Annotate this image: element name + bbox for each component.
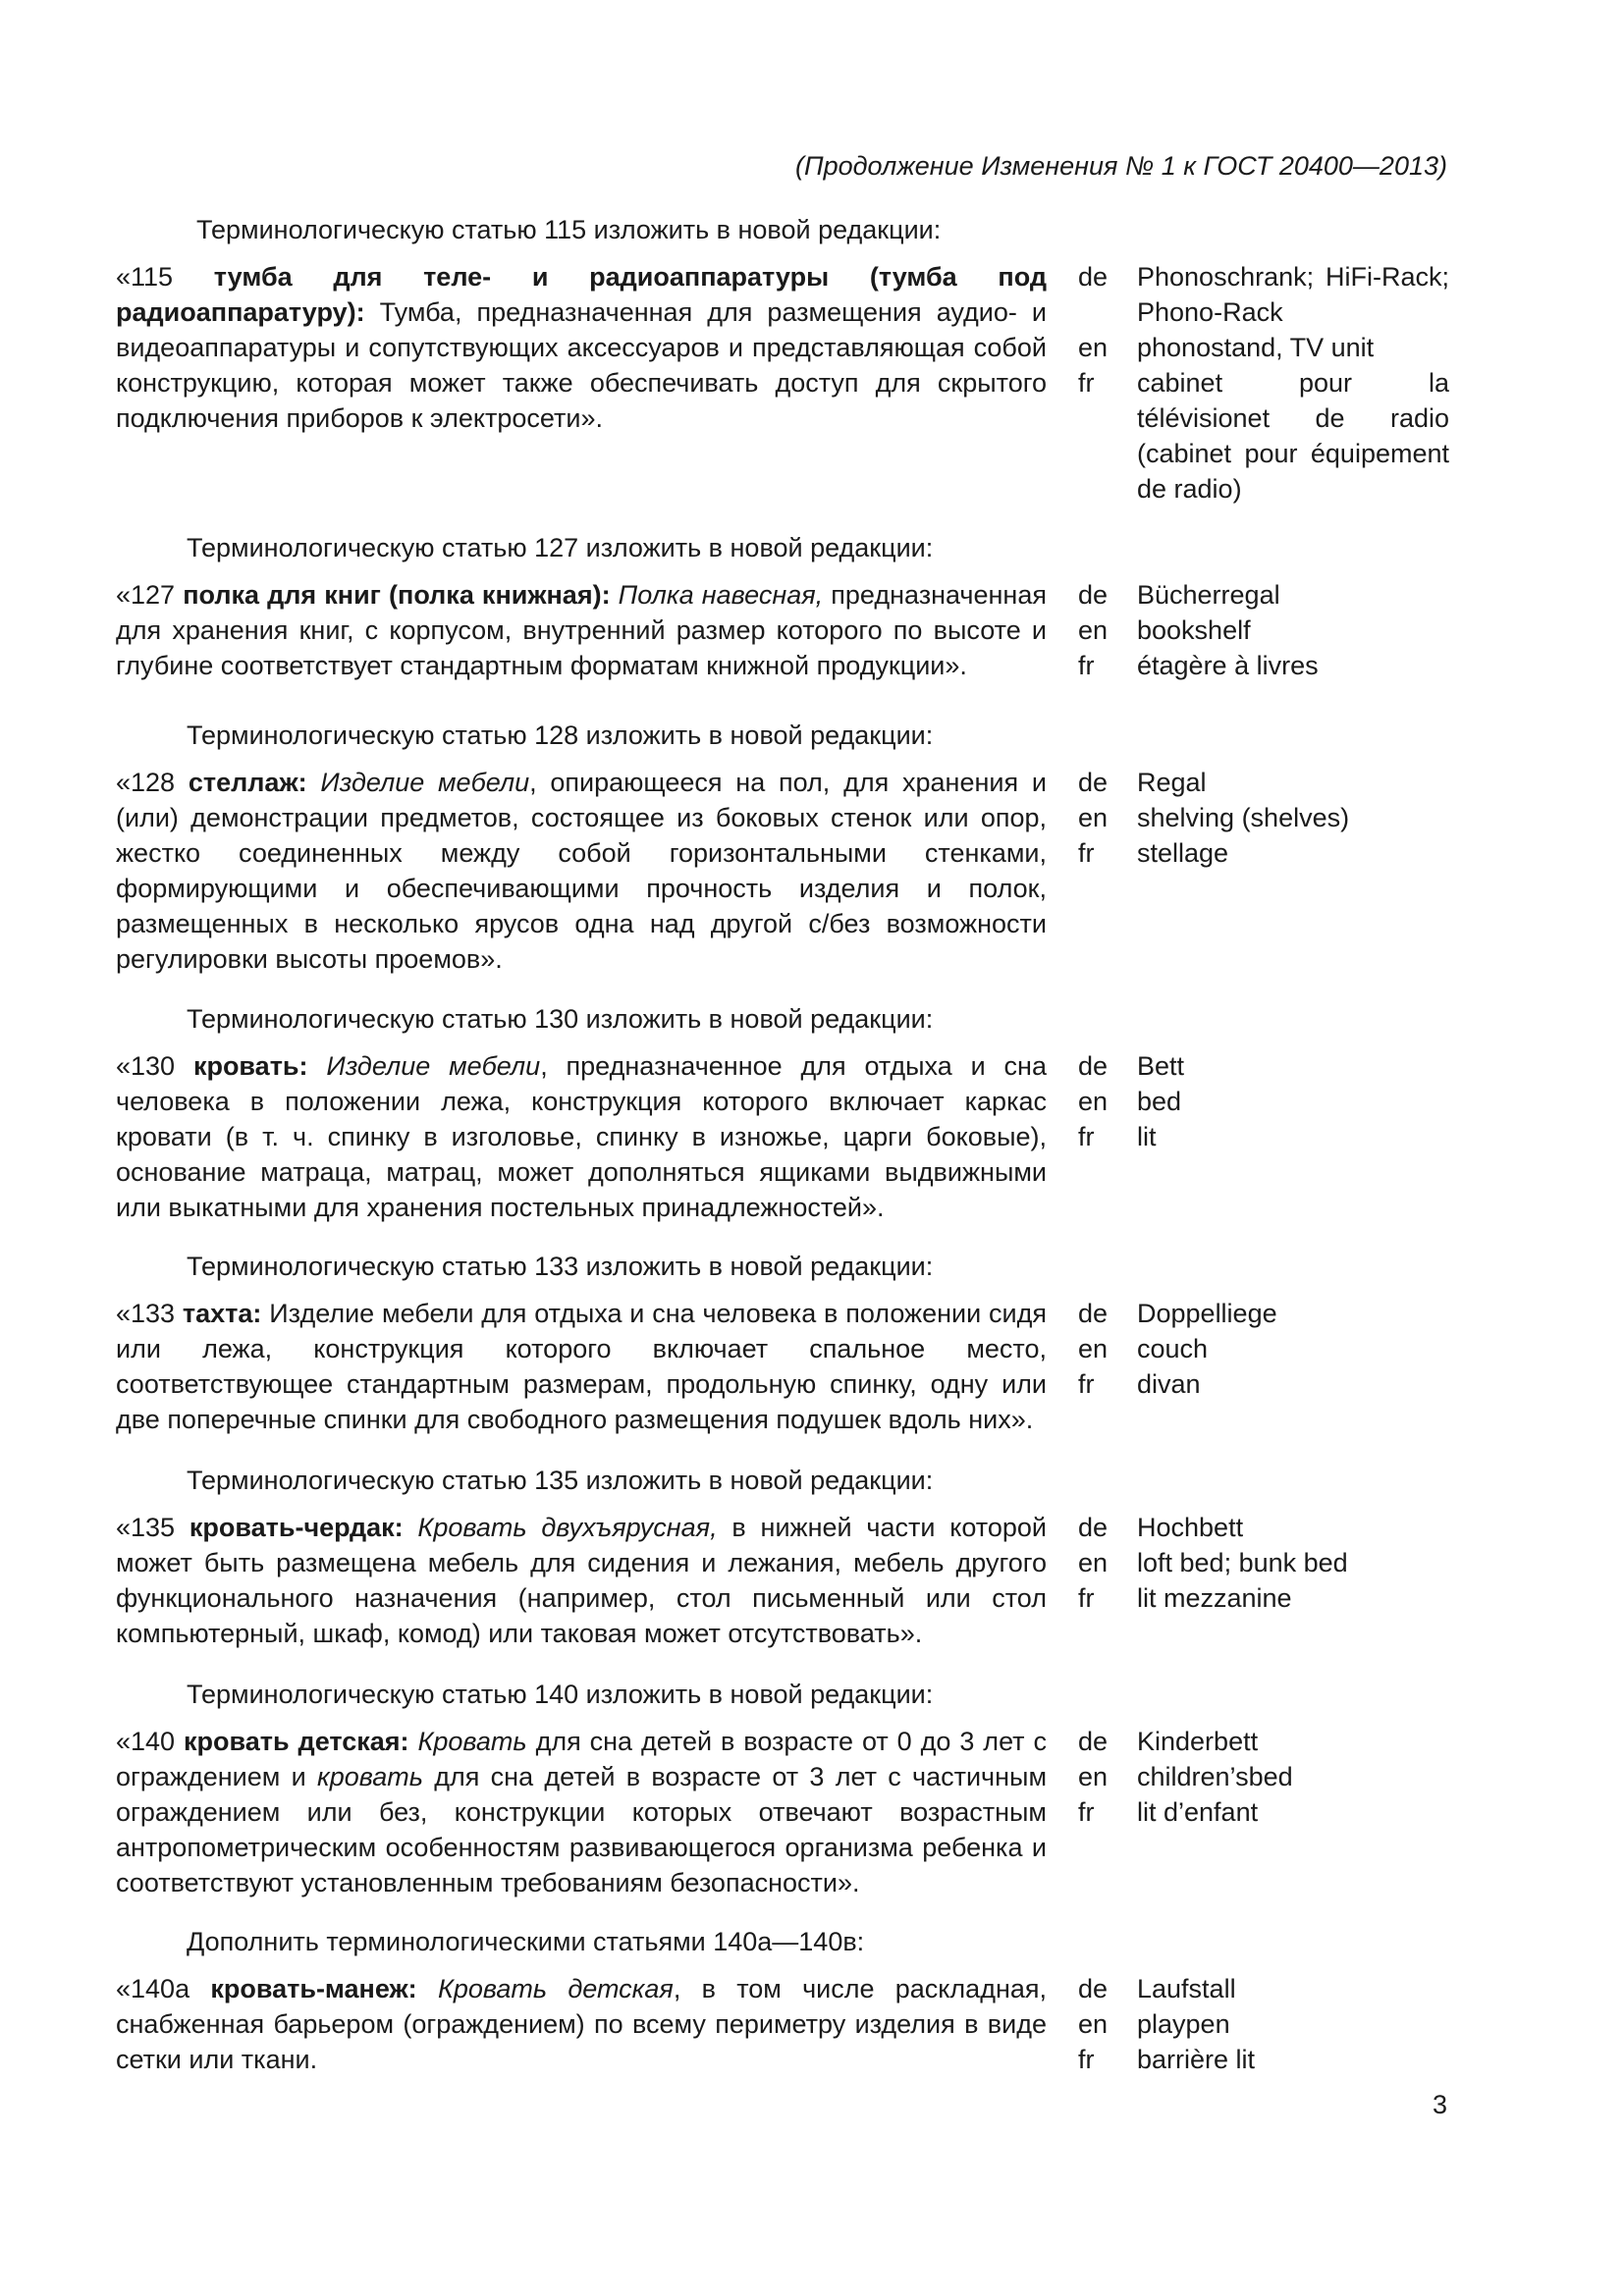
article-127 [116, 577, 1449, 683]
article-133 [116, 1296, 1449, 1437]
article-definition: «128 стеллаж: Изделие мебели, опирающееся на пол, для хранения и (или) демонстрации предметов, состоящее из боковых стенок или опор, жестко соединенных между собой горизонтальными стенками, формирующими и обеспечивающими прочность изделия и полок, размещенных в несколько ярусов одна над другой с/без возможности регулировки высоты проемов». [116, 768, 1047, 974]
language-codes: de en fr [1078, 1513, 1109, 1613]
language-codes: de en fr [1078, 1051, 1109, 1151]
instruction-130: Терминологическую статью 130 изложить в новой редакции: [187, 1004, 934, 1034]
instruction-127: Терминологическую статью 127 изложить в новой редакции: [187, 533, 934, 562]
article-definition: «135 кровать-чердак: Кровать двухъярусная, в нижней части которой может быть размещена мебель для сидения и лежания, мебель другого функционального назначения (например, стол письменный или стол компьютерный, шкаф, комод) или таковая может отсутствовать». [116, 1513, 1047, 1648]
article-135 [116, 1510, 1449, 1651]
language-codes: de en fr [1078, 768, 1109, 868]
language-codes: de en fr [1078, 580, 1109, 680]
language-codes: de en fr [1078, 1727, 1109, 1827]
article-definition: «115 тумба для теле- и радиоаппаратуры (тумба под радиоаппаратуру): Тумба, предназначенная для размещения аудио- и видеоаппаратуры и сопутствующих аксессуаров и представляющая собой конструкцию, которая может также обеспечивать доступ для скрытого подключения приборов к электросети». [116, 262, 1047, 433]
foreign-equivalents: Regal shelving (shelves) stellage [1137, 768, 1350, 868]
article-definition: «133 тахта: Изделие мебели для отдыха и сна человека в положении сидя или лежа, конструкция которого включает спальное место, соответствующее стандартным размерам, продольную спинку, одну или две поперечные спинки для свободного размещения подушек вдоль них». [116, 1299, 1047, 1434]
article-term: стеллаж: [188, 768, 307, 797]
article-term: кровать: [192, 1051, 308, 1081]
foreign-equivalents: Kinderbett children’sbed lit d’enfant [1137, 1727, 1293, 1827]
language-codes: de en fr [1078, 262, 1109, 398]
article-term: кровать-чердак: [189, 1513, 404, 1542]
language-codes: de en fr [1078, 1974, 1109, 2074]
article-reference: Полка навесная, [618, 580, 824, 610]
article-130 [116, 1048, 1449, 1225]
article-reference: кровать [316, 1762, 423, 1791]
article-reference: Кровать [417, 1727, 527, 1756]
foreign-equivalents: Phonoschrank; HiFi-Rack; Phono-Rack phonostand, TV unit cabinet pour la télévisionet de radio (cabinet pour équipement de radio) [1137, 262, 1449, 504]
running-header: (Продолжение Изменения № 1 к ГОСТ 20400—2013) [795, 151, 1447, 181]
article-term: полка для книг (полка книжная): [183, 580, 611, 610]
article-term: кровать-манеж: [210, 1974, 417, 2003]
foreign-equivalents: Bücherregal bookshelf étagère à livres [1137, 580, 1319, 680]
article-115 [116, 259, 1449, 507]
article-term: тахта: [182, 1299, 262, 1328]
instruction-135: Терминологическую статью 135 изложить в новой редакции: [187, 1466, 934, 1495]
page-number: 3 [1432, 2090, 1447, 2119]
instruction-133: Терминологическую статью 133 изложить в новой редакции: [187, 1252, 934, 1281]
foreign-equivalents: Laufstall playpen barrière lit [1137, 1974, 1256, 2074]
language-codes: de en fr [1078, 1299, 1109, 1399]
instruction-128: Терминологическую статью 128 изложить в новой редакции: [187, 721, 934, 750]
instruction-115: Терминологическую статью 115 изложить в новой редакции: [196, 215, 942, 244]
article-definition: «127 полка для книг (полка книжная): Полка навесная, предназначенная для хранения книг, с корпусом, внутренний размер которого по высоте и глубине соответствует стандартным форматам книжной продукции». [116, 580, 1047, 680]
instruction-140: Терминологическую статью 140 изложить в новой редакции: [187, 1680, 934, 1709]
foreign-equivalents: Hochbett loft bed; bunk bed lit mezzanine [1137, 1513, 1348, 1613]
article-140a [116, 1971, 1449, 2077]
article-definition: «140 кровать детская: Кровать для сна детей в возрасте от 0 до 3 лет с ограждением и кровать для сна детей в возрасте от 3 лет с частичным ограждением или без, конструкции которых отвечают возрастным антропометрическим особенностям развивающегося организма ребенка и соответствуют установленным требованиям безопасности». [116, 1727, 1048, 1897]
article-reference: Изделие мебели [326, 1051, 541, 1081]
article-140 [116, 1724, 1449, 1900]
foreign-equivalents: Doppelliege couch divan [1137, 1299, 1277, 1399]
article-reference: Изделие мебели [320, 768, 530, 797]
article-definition: «130 кровать: Изделие мебели, предназначенное для отдыха и сна человека в положении лежа, конструкция которого включает каркас кровати (в т. ч. спинку в изголовье, спинку в изножье, царги боковые), основание матраца, матрац, может дополняться ящиками выдвижными или выкатными для хранения постельных принадлежностей». [116, 1051, 1047, 1222]
article-reference: Кровать двухъярусная, [417, 1513, 718, 1542]
foreign-equivalents: Bett bed lit [1137, 1051, 1185, 1151]
article-definition: «140а кровать-манеж: Кровать детская, в том числе раскладная, снабженная барьером (ограждением) по всему периметру изделия в виде сетки или ткани. [116, 1974, 1047, 2074]
article-reference: Кровать детская [437, 1974, 674, 2003]
article-128 [116, 765, 1449, 977]
article-term: кровать детская: [184, 1727, 409, 1756]
article-term: тумба для теле- и радиоаппаратуры (тумба под радиоаппаратуру): [116, 262, 1047, 327]
instruction-140a: Дополнить терминологическими статьями 140а—140в: [187, 1927, 865, 1956]
